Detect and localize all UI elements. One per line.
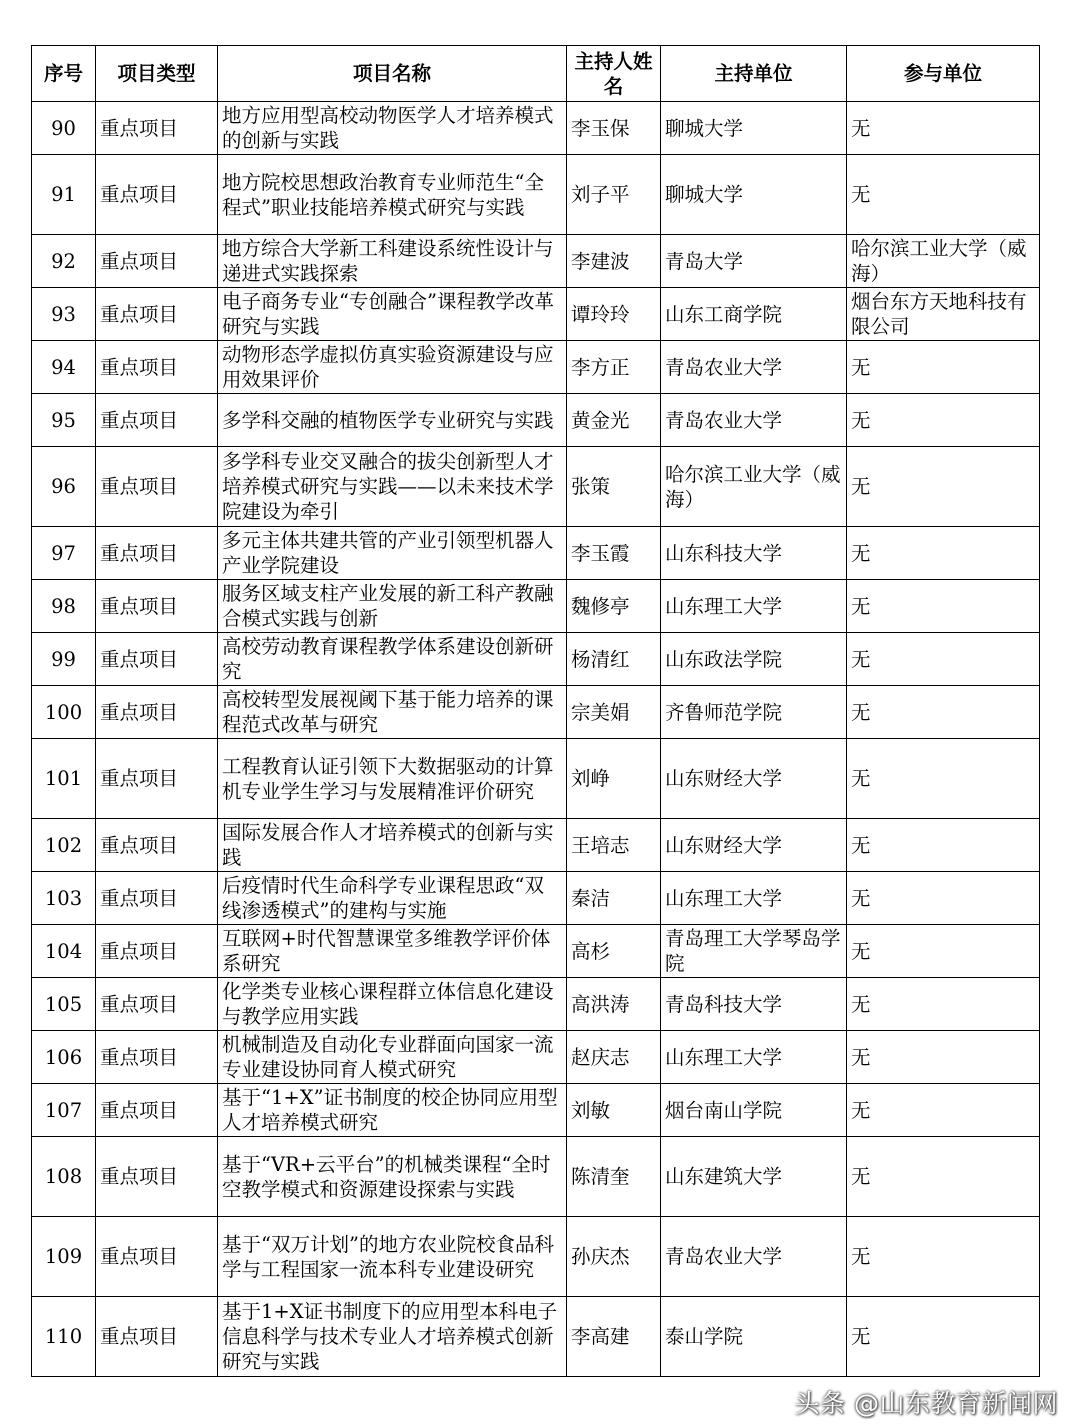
cell-host-name: 黄金光 xyxy=(567,394,661,447)
cell-serial-number: 95 xyxy=(32,394,96,447)
cell-partner-unit: 无 xyxy=(847,1031,1040,1084)
table-row xyxy=(32,580,1040,633)
header-serial-number: 序号 xyxy=(32,46,96,102)
cell-partner-unit: 无 xyxy=(847,633,1040,686)
table-row xyxy=(32,102,1040,155)
cell-project-type: 重点项目 xyxy=(96,580,218,633)
header-row xyxy=(32,46,1040,102)
cell-host-unit: 山东财经大学 xyxy=(661,739,847,819)
cell-host-unit: 山东理工大学 xyxy=(661,1031,847,1084)
cell-project-name: 多学科专业交叉融合的拔尖创新型人才培养模式研究与实践——以未来技术学院建设为牵引 xyxy=(218,447,567,527)
cell-project-name: 高校劳动教育课程教学体系建设创新研究 xyxy=(218,633,567,686)
cell-host-name: 高杉 xyxy=(567,925,661,978)
cell-project-type: 重点项目 xyxy=(96,978,218,1031)
cell-project-type: 重点项目 xyxy=(96,288,218,341)
cell-host-name: 赵庆志 xyxy=(567,1031,661,1084)
cell-serial-number: 96 xyxy=(32,447,96,527)
table-row xyxy=(32,527,1040,580)
cell-project-type: 重点项目 xyxy=(96,394,218,447)
cell-project-type: 重点项目 xyxy=(96,155,218,235)
cell-host-name: 杨清红 xyxy=(567,633,661,686)
cell-partner-unit: 无 xyxy=(847,925,1040,978)
header-host-unit: 主持单位 xyxy=(661,46,847,102)
table-row xyxy=(32,819,1040,872)
cell-host-unit: 青岛大学 xyxy=(661,235,847,288)
cell-host-unit: 青岛理工大学琴岛学院 xyxy=(661,925,847,978)
cell-project-name: 基于“VR+云平台”的机械类课程“全时空教学模式和资源建设探索与实践 xyxy=(218,1137,567,1217)
cell-project-name: 高校转型发展视阈下基于能力培养的课程范式改革与研究 xyxy=(218,686,567,739)
cell-serial-number: 108 xyxy=(32,1137,96,1217)
cell-serial-number: 101 xyxy=(32,739,96,819)
cell-host-unit: 山东财经大学 xyxy=(661,819,847,872)
cell-partner-unit: 无 xyxy=(847,102,1040,155)
cell-host-name: 李玉保 xyxy=(567,102,661,155)
cell-host-name: 李建波 xyxy=(567,235,661,288)
cell-host-name: 宗美娟 xyxy=(567,686,661,739)
header-partner-unit: 参与单位 xyxy=(847,46,1040,102)
cell-project-type: 重点项目 xyxy=(96,102,218,155)
cell-host-unit: 山东建筑大学 xyxy=(661,1137,847,1217)
cell-project-type: 重点项目 xyxy=(96,527,218,580)
table-row xyxy=(32,1084,1040,1137)
cell-host-name: 李玉霞 xyxy=(567,527,661,580)
cell-project-type: 重点项目 xyxy=(96,235,218,288)
cell-host-name: 高洪涛 xyxy=(567,978,661,1031)
header-project-name: 项目名称 xyxy=(218,46,567,102)
cell-serial-number: 93 xyxy=(32,288,96,341)
cell-serial-number: 99 xyxy=(32,633,96,686)
cell-project-name: 多元主体共建共管的产业引领型机器人产业学院建设 xyxy=(218,527,567,580)
cell-partner-unit: 无 xyxy=(847,527,1040,580)
cell-serial-number: 104 xyxy=(32,925,96,978)
cell-project-name: 地方院校思想政治教育专业师范生“全程式”职业技能培养模式研究与实践 xyxy=(218,155,567,235)
cell-serial-number: 90 xyxy=(32,102,96,155)
header-project-type: 项目类型 xyxy=(96,46,218,102)
cell-project-type: 重点项目 xyxy=(96,1031,218,1084)
cell-project-name: 多学科交融的植物医学专业研究与实践 xyxy=(218,394,567,447)
cell-project-type: 重点项目 xyxy=(96,1217,218,1297)
cell-project-name: 服务区域支柱产业发展的新工科产教融合模式实践与创新 xyxy=(218,580,567,633)
cell-project-type: 重点项目 xyxy=(96,633,218,686)
cell-project-name: 国际发展合作人才培养模式的创新与实践 xyxy=(218,819,567,872)
cell-host-unit: 山东理工大学 xyxy=(661,580,847,633)
cell-host-unit: 泰山学院 xyxy=(661,1297,847,1377)
cell-serial-number: 106 xyxy=(32,1031,96,1084)
cell-host-unit: 齐鲁师范学院 xyxy=(661,686,847,739)
cell-partner-unit: 无 xyxy=(847,872,1040,925)
cell-project-type: 重点项目 xyxy=(96,447,218,527)
cell-project-name: 后疫情时代生命科学专业课程思政“双线渗透模式”的建构与实施 xyxy=(218,872,567,925)
cell-serial-number: 110 xyxy=(32,1297,96,1377)
cell-project-type: 重点项目 xyxy=(96,1137,218,1217)
cell-project-type: 重点项目 xyxy=(96,739,218,819)
watermark: 头条 @山东教育新闻网 xyxy=(794,1389,1058,1418)
cell-host-unit: 山东政法学院 xyxy=(661,633,847,686)
cell-host-name: 刘子平 xyxy=(567,155,661,235)
cell-project-type: 重点项目 xyxy=(96,1084,218,1137)
cell-partner-unit: 烟台东方天地科技有限公司 xyxy=(847,288,1040,341)
cell-project-name: 基于1+X证书制度下的应用型本科电子信息科学与技术专业人才培养模式创新研究与实践 xyxy=(218,1297,567,1377)
cell-host-name: 王培志 xyxy=(567,819,661,872)
cell-serial-number: 107 xyxy=(32,1084,96,1137)
cell-partner-unit: 无 xyxy=(847,978,1040,1031)
cell-host-unit: 聊城大学 xyxy=(661,102,847,155)
cell-host-name: 刘敏 xyxy=(567,1084,661,1137)
cell-partner-unit: 无 xyxy=(847,819,1040,872)
table-row xyxy=(32,447,1040,527)
cell-serial-number: 97 xyxy=(32,527,96,580)
table-body xyxy=(32,102,1040,1377)
table-row xyxy=(32,925,1040,978)
cell-host-name: 李方正 xyxy=(567,341,661,394)
table-row xyxy=(32,1297,1040,1377)
cell-host-name: 刘峥 xyxy=(567,739,661,819)
table-row xyxy=(32,978,1040,1031)
cell-project-name: 地方应用型高校动物医学人才培养模式的创新与实践 xyxy=(218,102,567,155)
cell-partner-unit: 无 xyxy=(847,739,1040,819)
cell-project-type: 重点项目 xyxy=(96,341,218,394)
table-row xyxy=(32,686,1040,739)
cell-project-name: 化学类专业核心课程群立体信息化建设与教学应用实践 xyxy=(218,978,567,1031)
cell-host-unit: 哈尔滨工业大学（威海） xyxy=(661,447,847,527)
cell-serial-number: 98 xyxy=(32,580,96,633)
cell-serial-number: 103 xyxy=(32,872,96,925)
table-row xyxy=(32,1137,1040,1217)
cell-project-name: 机械制造及自动化专业群面向国家一流专业建设协同育人模式研究 xyxy=(218,1031,567,1084)
cell-partner-unit: 无 xyxy=(847,447,1040,527)
cell-host-unit: 青岛科技大学 xyxy=(661,978,847,1031)
cell-partner-unit: 无 xyxy=(847,155,1040,235)
cell-host-unit: 青岛农业大学 xyxy=(661,1217,847,1297)
cell-serial-number: 105 xyxy=(32,978,96,1031)
cell-host-name: 魏修亭 xyxy=(567,580,661,633)
cell-host-unit: 山东工商学院 xyxy=(661,288,847,341)
cell-project-name: 基于“1+X”证书制度的校企协同应用型人才培养模式研究 xyxy=(218,1084,567,1137)
cell-partner-unit: 无 xyxy=(847,1217,1040,1297)
cell-serial-number: 94 xyxy=(32,341,96,394)
cell-serial-number: 109 xyxy=(32,1217,96,1297)
cell-partner-unit: 无 xyxy=(847,1137,1040,1217)
cell-host-name: 谭玲玲 xyxy=(567,288,661,341)
cell-host-unit: 山东理工大学 xyxy=(661,872,847,925)
table-row xyxy=(32,872,1040,925)
cell-project-type: 重点项目 xyxy=(96,819,218,872)
table-row xyxy=(32,633,1040,686)
table-row xyxy=(32,739,1040,819)
cell-host-unit: 青岛农业大学 xyxy=(661,394,847,447)
cell-partner-unit: 无 xyxy=(847,686,1040,739)
cell-host-name: 秦洁 xyxy=(567,872,661,925)
project-list-table xyxy=(31,45,1040,1377)
cell-host-name: 孙庆杰 xyxy=(567,1217,661,1297)
cell-project-name: 工程教育认证引领下大数据驱动的计算机专业学生学习与发展精准评价研究 xyxy=(218,739,567,819)
cell-project-name: 基于“双万计划”的地方农业院校食品科学与工程国家一流本科专业建设研究 xyxy=(218,1217,567,1297)
cell-partner-unit: 无 xyxy=(847,341,1040,394)
cell-partner-unit: 无 xyxy=(847,580,1040,633)
cell-project-name: 电子商务专业“专创融合”课程教学改革研究与实践 xyxy=(218,288,567,341)
cell-host-unit: 山东科技大学 xyxy=(661,527,847,580)
cell-host-name: 陈清奎 xyxy=(567,1137,661,1217)
cell-partner-unit: 无 xyxy=(847,1297,1040,1377)
cell-project-type: 重点项目 xyxy=(96,872,218,925)
table-row xyxy=(32,155,1040,235)
table-row xyxy=(32,1031,1040,1084)
cell-partner-unit: 哈尔滨工业大学（威海） xyxy=(847,235,1040,288)
cell-host-unit: 青岛农业大学 xyxy=(661,341,847,394)
table-row xyxy=(32,394,1040,447)
cell-host-name: 张策 xyxy=(567,447,661,527)
table-row xyxy=(32,1217,1040,1297)
table-row xyxy=(32,341,1040,394)
cell-partner-unit: 无 xyxy=(847,394,1040,447)
table-row xyxy=(32,235,1040,288)
cell-project-type: 重点项目 xyxy=(96,686,218,739)
cell-host-unit: 烟台南山学院 xyxy=(661,1084,847,1137)
cell-project-name: 地方综合大学新工科建设系统性设计与递进式实践探索 xyxy=(218,235,567,288)
cell-host-unit: 聊城大学 xyxy=(661,155,847,235)
cell-project-name: 动物形态学虚拟仿真实验资源建设与应用效果评价 xyxy=(218,341,567,394)
cell-serial-number: 102 xyxy=(32,819,96,872)
cell-serial-number: 100 xyxy=(32,686,96,739)
cell-serial-number: 92 xyxy=(32,235,96,288)
table-row xyxy=(32,288,1040,341)
cell-project-type: 重点项目 xyxy=(96,925,218,978)
cell-project-name: 互联网+时代智慧课堂多维教学评价体系研究 xyxy=(218,925,567,978)
cell-partner-unit: 无 xyxy=(847,1084,1040,1137)
cell-host-name: 李高建 xyxy=(567,1297,661,1377)
cell-project-type: 重点项目 xyxy=(96,1297,218,1377)
cell-serial-number: 91 xyxy=(32,155,96,235)
header-host-name: 主持人姓名 xyxy=(567,46,661,102)
